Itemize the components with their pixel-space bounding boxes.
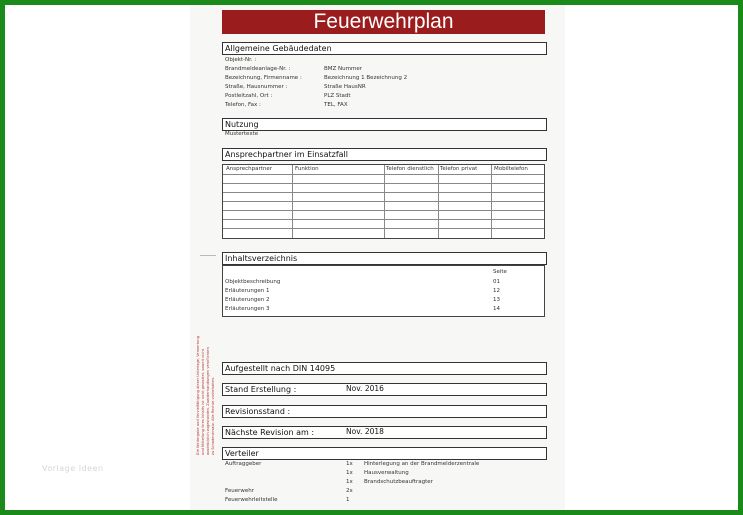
general-value: PLZ Stadt: [324, 93, 351, 99]
general-label: Objekt-Nr. :: [225, 57, 257, 63]
legal-note-line: Die Weitergabe und Vervielfältigung dieser Unterlage, Verwertung: [196, 336, 200, 456]
legal-note-line: zu Schadenersatz. Alle Rechte vorbehalten.: [211, 376, 215, 456]
section-usage-header: Nutzung: [222, 118, 547, 131]
din-box: Aufgestellt nach DIN 14095: [222, 362, 547, 375]
section-toc-header: Inhaltsverzeichnis: [222, 252, 547, 265]
distribution-qty: 1: [346, 497, 350, 503]
revision-status-box: Revisionsstand :: [222, 405, 547, 418]
toc-item-label: Erläuterungen 3: [225, 306, 270, 312]
legal-note-line: ausdrücklich zugestanden. Zuwiderhandlungen verpflichten: [206, 347, 210, 456]
distribution-qty: 2x: [346, 488, 353, 494]
usage-text: Mustertexte: [225, 131, 259, 137]
margin-mark: [200, 255, 216, 256]
toc-item-page: 12: [493, 288, 500, 294]
table-row: [223, 192, 544, 193]
toc-item-label: Erläuterungen 2: [225, 297, 270, 303]
contacts-table: [222, 164, 545, 239]
toc-item-label: Objektbeschreibung: [225, 279, 281, 285]
contacts-col-header: Funktion: [295, 166, 319, 172]
legal-note-line: und Mitteilung ihres Inhalts ist nicht gestattet, soweit nicht: [201, 348, 205, 456]
table-row: [223, 174, 544, 175]
general-label: Postleitzahl, Ort :: [225, 93, 273, 99]
watermark: Vorlage Ideen: [42, 464, 104, 473]
distribution-recipient: Feuerwehr: [225, 488, 255, 494]
general-value: Straße HausNR: [324, 84, 366, 90]
toc-item-page: 13: [493, 297, 500, 303]
creation-status-box: Stand Erstellung :: [222, 383, 547, 396]
table-row: [223, 210, 544, 211]
contacts-col-header: Mobiltelefon: [494, 166, 528, 172]
distribution-purpose: Hausverwaltung: [364, 470, 409, 476]
legal-side-note: [196, 336, 220, 456]
distribution-recipient: Auftraggeber: [225, 461, 262, 467]
general-label: Straße, Hausnummer :: [225, 84, 288, 90]
page-title: Feuerwehrplan: [222, 10, 545, 34]
creation-status-value: Nov. 2016: [346, 384, 384, 393]
general-value: BMZ Nummer: [324, 66, 362, 72]
toc-item-page: 14: [493, 306, 500, 312]
table-row: [223, 183, 544, 184]
section-general-header: Allgemeine Gebäudedaten: [222, 42, 547, 55]
general-value: Bezeichnung 1 Bezeichnung 2: [324, 75, 408, 81]
table-row: [223, 201, 544, 202]
distribution-purpose: Brandschutzbeauftragter: [364, 479, 433, 485]
toc-item-page: 01: [493, 279, 500, 285]
contacts-col-header: Ansprechpartner: [226, 166, 273, 172]
table-row: [223, 228, 544, 229]
distribution-qty: 1x: [346, 461, 353, 467]
distribution-purpose: Hinterlegung an der Brandmelderzentrale: [364, 461, 480, 467]
table-row: [223, 219, 544, 220]
toc-page-header: Seite: [493, 269, 507, 275]
general-label: Brandmeldeanlage-Nr. :: [225, 66, 291, 72]
section-contacts-header: Ansprechpartner im Einsatzfall: [222, 148, 547, 161]
distribution-qty: 1x: [346, 470, 353, 476]
distribution-recipient: Feuerwehrleitstelle: [225, 497, 278, 503]
next-revision-box: Nächste Revision am :: [222, 426, 547, 439]
distribution-qty: 1x: [346, 479, 353, 485]
next-revision-value: Nov. 2018: [346, 427, 384, 436]
general-label: Bezeichnung, Firmenname :: [225, 75, 302, 81]
general-value: TEL, FAX: [324, 102, 348, 108]
section-distribution-header: Verteiler: [222, 447, 547, 460]
contacts-col-header: Telefon privat: [440, 166, 478, 172]
general-label: Telefon, Fax :: [225, 102, 261, 108]
toc-item-label: Erläuterungen 1: [225, 288, 270, 294]
contacts-col-header: Telefon dienstlich: [386, 166, 434, 172]
